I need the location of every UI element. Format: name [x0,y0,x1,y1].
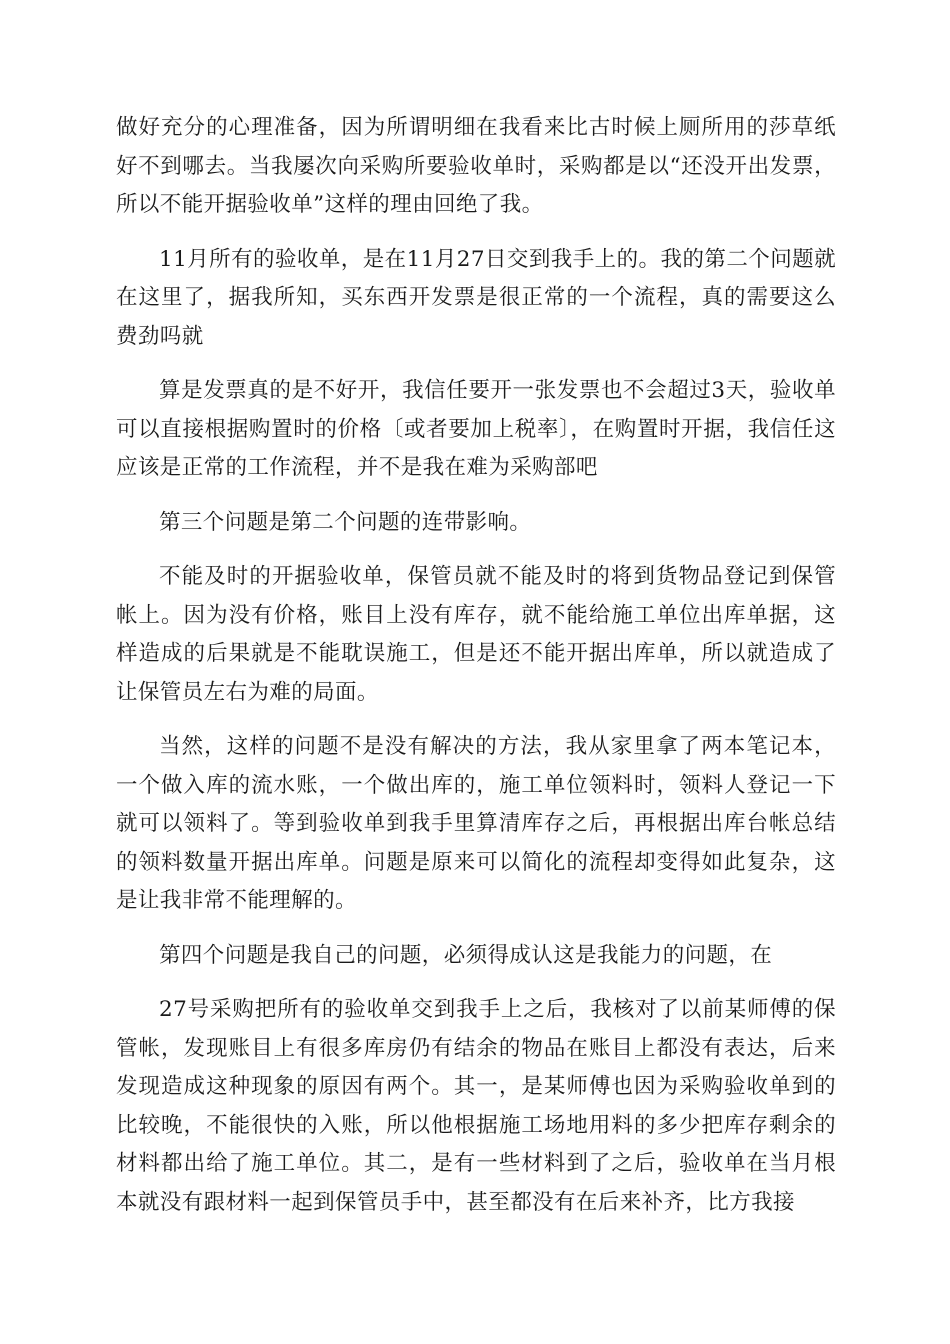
paragraph-4: 第三个问题是第二个问题的连带影响。 [159,509,532,535]
paragraph-3: 算是发票真的是不好开，我信任要开一张发票也不会超过3天，验收单可以直接根据购置时的价格〔或者要加上税率〕，在购置时开据，我信任这应该是正常的工作流程，并不是我在难为采购部吧 [116,378,836,480]
paragraph-5: 不能及时的开据验收单，保管员就不能及时的将到货物品登记到保管帐上。因为没有价格，账目上没有库存，就不能给施工单位出库单据，这样造成的后果就是不能耽误施工，但是还不能开据出库单，所以就造成了让保管员左右为难的局面。 [116,564,836,705]
document-body [116,109,836,1238]
paragraph-6: 当然，这样的问题不是没有解决的方法，我从家里拿了两本笔记本，一个做入库的流水账，一个做出库的，施工单位领料时，领料人登记一下就可以领料了。等到验收单到我手里算清库存之后，再根据出库台帐总结的领料数量开据出库单。问题是原来可以简化的流程却变得如此复杂，这是让我非常不能理解的。 [116,734,836,913]
paragraph-2: 11月所有的验收单，是在11月27日交到我手上的。我的第二个问题就在这里了，据我所知，买东西开发票是很正常的一个流程，真的需要这么费劲吗就 [116,246,836,349]
paragraph-1: 做好充分的心理准备，因为所谓明细在我看来比古时候上厕所用的莎草纸好不到哪去。当我屡次向采购所要验收单时，采购都是以“还没开出发票，所以不能开据验收单”这样的理由回绝了我。 [116,115,836,217]
paragraph-8: 27号采购把所有的验收单交到我手上之后，我核对了以前某师傅的保管帐，发现账目上有很多库房仍有结余的物品在账目上都没有表达，后来发现造成这种现象的原因有两个。其一，是某师傅也因为采购验收单到的比较晚，不能很快的入账，所以他根据施工场地用料的多少把库存剩余的材料都出给了施工单位。其二，是有一些材料到了之后，验收单在当月根本就没有跟材料一起到保管员手中，甚至都没有在后来补齐，比方我接 [116,997,836,1215]
paragraph-7: 第四个问题是我自己的问题，必须得成认这是我能力的问题，在 [159,942,773,968]
